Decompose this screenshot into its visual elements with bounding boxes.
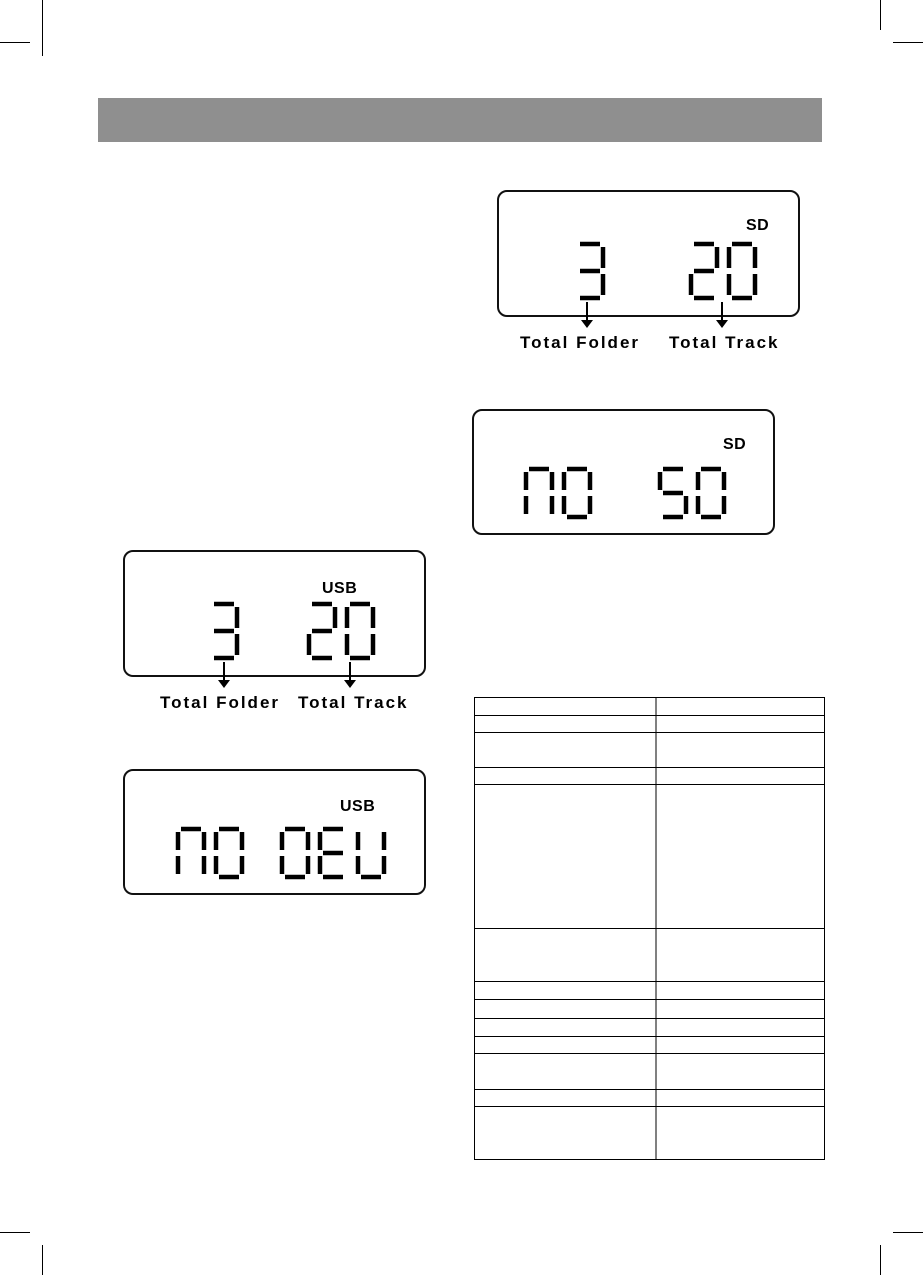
crop-mark	[42, 1245, 43, 1275]
lcd-character	[178, 829, 204, 874]
crop-mark	[893, 42, 923, 43]
lcd-character	[358, 832, 384, 877]
status-text-left	[178, 829, 242, 877]
status-text-right	[282, 829, 384, 877]
crop-mark	[0, 1232, 30, 1233]
caption-total-track: Total Track	[669, 333, 780, 352]
source-indicator: USB	[322, 580, 358, 597]
lcd-character	[214, 604, 237, 658]
lcd-character	[216, 829, 242, 877]
source-indicator: SD	[746, 217, 770, 234]
crop-mark	[880, 0, 881, 30]
lcd-character	[580, 244, 603, 298]
lcd-character	[320, 829, 343, 877]
crop-mark	[880, 1245, 881, 1275]
status-text-left	[526, 469, 590, 517]
section-header-bar	[98, 98, 822, 142]
lcd-digits	[125, 771, 428, 897]
lcd-digits	[474, 411, 777, 537]
track-count-digits	[309, 604, 373, 658]
lcd-display-sd-no-card	[472, 409, 775, 535]
lcd-character	[729, 244, 755, 298]
crop-mark	[42, 0, 43, 56]
lcd-character	[282, 829, 308, 877]
folder-count-digits	[580, 244, 603, 298]
track-count-digits	[691, 244, 755, 298]
crop-mark	[0, 42, 30, 43]
caption-total-folder: Total Folder	[160, 693, 281, 712]
lcd-display-usb-no-device	[123, 769, 426, 895]
folder-count-digits	[214, 604, 237, 658]
specification-table	[474, 697, 825, 1160]
lcd-character	[660, 469, 686, 517]
crop-mark	[893, 1232, 923, 1233]
lcd-character	[691, 244, 717, 298]
source-indicator: SD	[723, 436, 747, 453]
lcd-character	[526, 469, 552, 514]
table-grid	[474, 697, 825, 1160]
source-indicator: USB	[340, 798, 376, 815]
caption-arrows	[497, 298, 800, 338]
caption-total-track: Total Track	[298, 693, 409, 712]
caption-arrows	[123, 658, 426, 698]
caption-total-folder: Total Folder	[520, 333, 641, 352]
lcd-character	[698, 469, 724, 517]
status-text-right	[660, 469, 724, 517]
lcd-character	[309, 604, 335, 658]
lcd-character	[347, 604, 373, 658]
lcd-character	[564, 469, 590, 517]
